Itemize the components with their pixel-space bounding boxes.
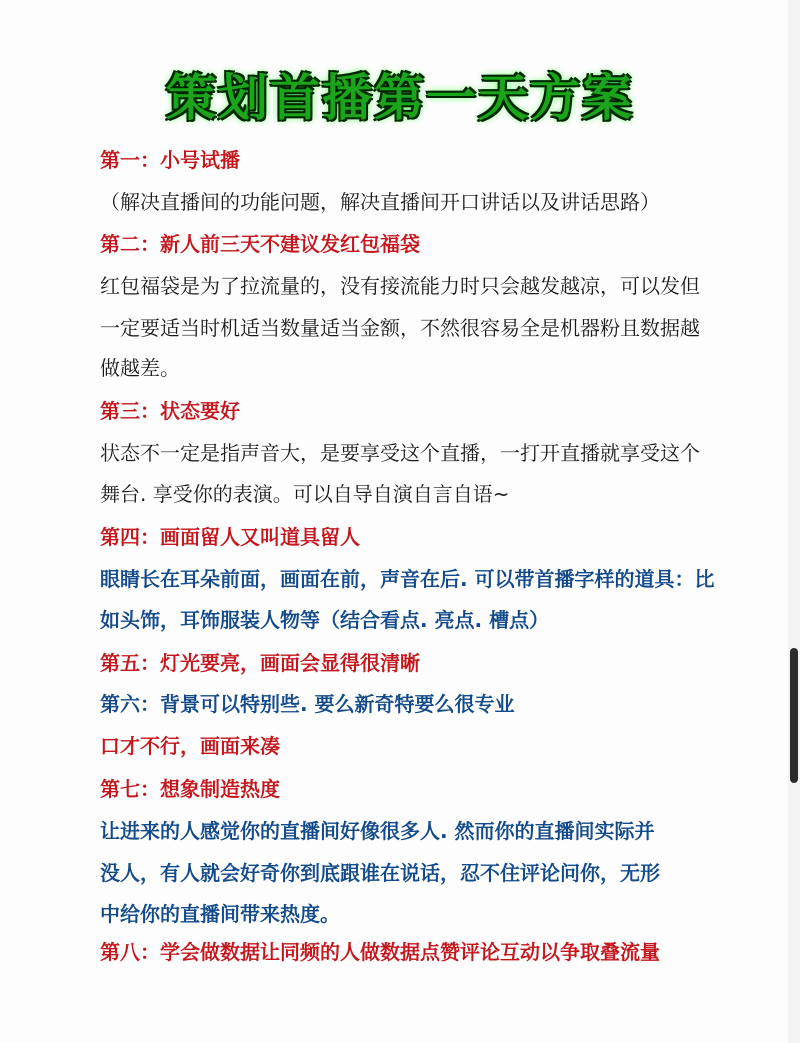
page-title: 策划首播第一天方案 (166, 69, 634, 127)
section-3-text-2: 舞台. 享受你的表演。可以自导自演自言自语~ (100, 482, 510, 506)
scrollbar-track[interactable] (788, 0, 800, 1043)
section-7-text-1: 让进来的人感觉你的直播间好像很多人. 然而你的直播间实际并 (100, 819, 655, 843)
section-4-heading: 第四：画面留人又叫道具留人 (100, 525, 360, 549)
section-2-text-3: 做越差。 (100, 356, 180, 380)
section-8-heading: 第八：学会做数据让同频的人做数据点赞评论互动以争取叠流量 (100, 940, 660, 964)
section-3-text-1: 状态不一定是指声音大，是要享受这个直播，一打开直播就享受这个 (100, 441, 700, 465)
section-7-heading: 第七：想象制造热度 (100, 777, 280, 801)
section-1-note: （解决直播间的功能问题，解决直播间开口讲话以及讲话思路） (100, 190, 660, 214)
section-7-text-2: 没人，有人就会好奇你到底跟谁在说话，忍不住评论问你，无形 (100, 861, 660, 885)
section-6-note: 口才不行，画面来凑 (100, 734, 280, 758)
section-7-text-3: 中给你的直播间带来热度。 (100, 902, 340, 926)
section-6-heading: 第六：背景可以特别些. 要么新奇特要么很专业 (100, 692, 515, 716)
section-2-heading: 第二：新人前三天不建议发红包福袋 (100, 232, 420, 256)
section-2-text-2: 一定要适当时机适当数量适当金额，不然很容易全是机器粉且数据越 (100, 316, 700, 340)
section-4-text-2: 如头饰，耳饰服装人物等（结合看点. 亮点. 槽点） (100, 608, 550, 632)
section-3-heading: 第三：状态要好 (100, 399, 240, 423)
section-1-heading: 第一：小号试播 (100, 148, 240, 172)
section-4-text-1: 眼睛长在耳朵前面，画面在前，声音在后. 可以带首播字样的道具：比 (100, 567, 715, 591)
scrollbar-thumb[interactable] (790, 648, 798, 783)
section-5-heading: 第五：灯光要亮，画面会显得很清晰 (100, 651, 420, 675)
section-2-text-1: 红包福袋是为了拉流量的，没有接流能力时只会越发越凉，可以发但 (100, 274, 700, 298)
